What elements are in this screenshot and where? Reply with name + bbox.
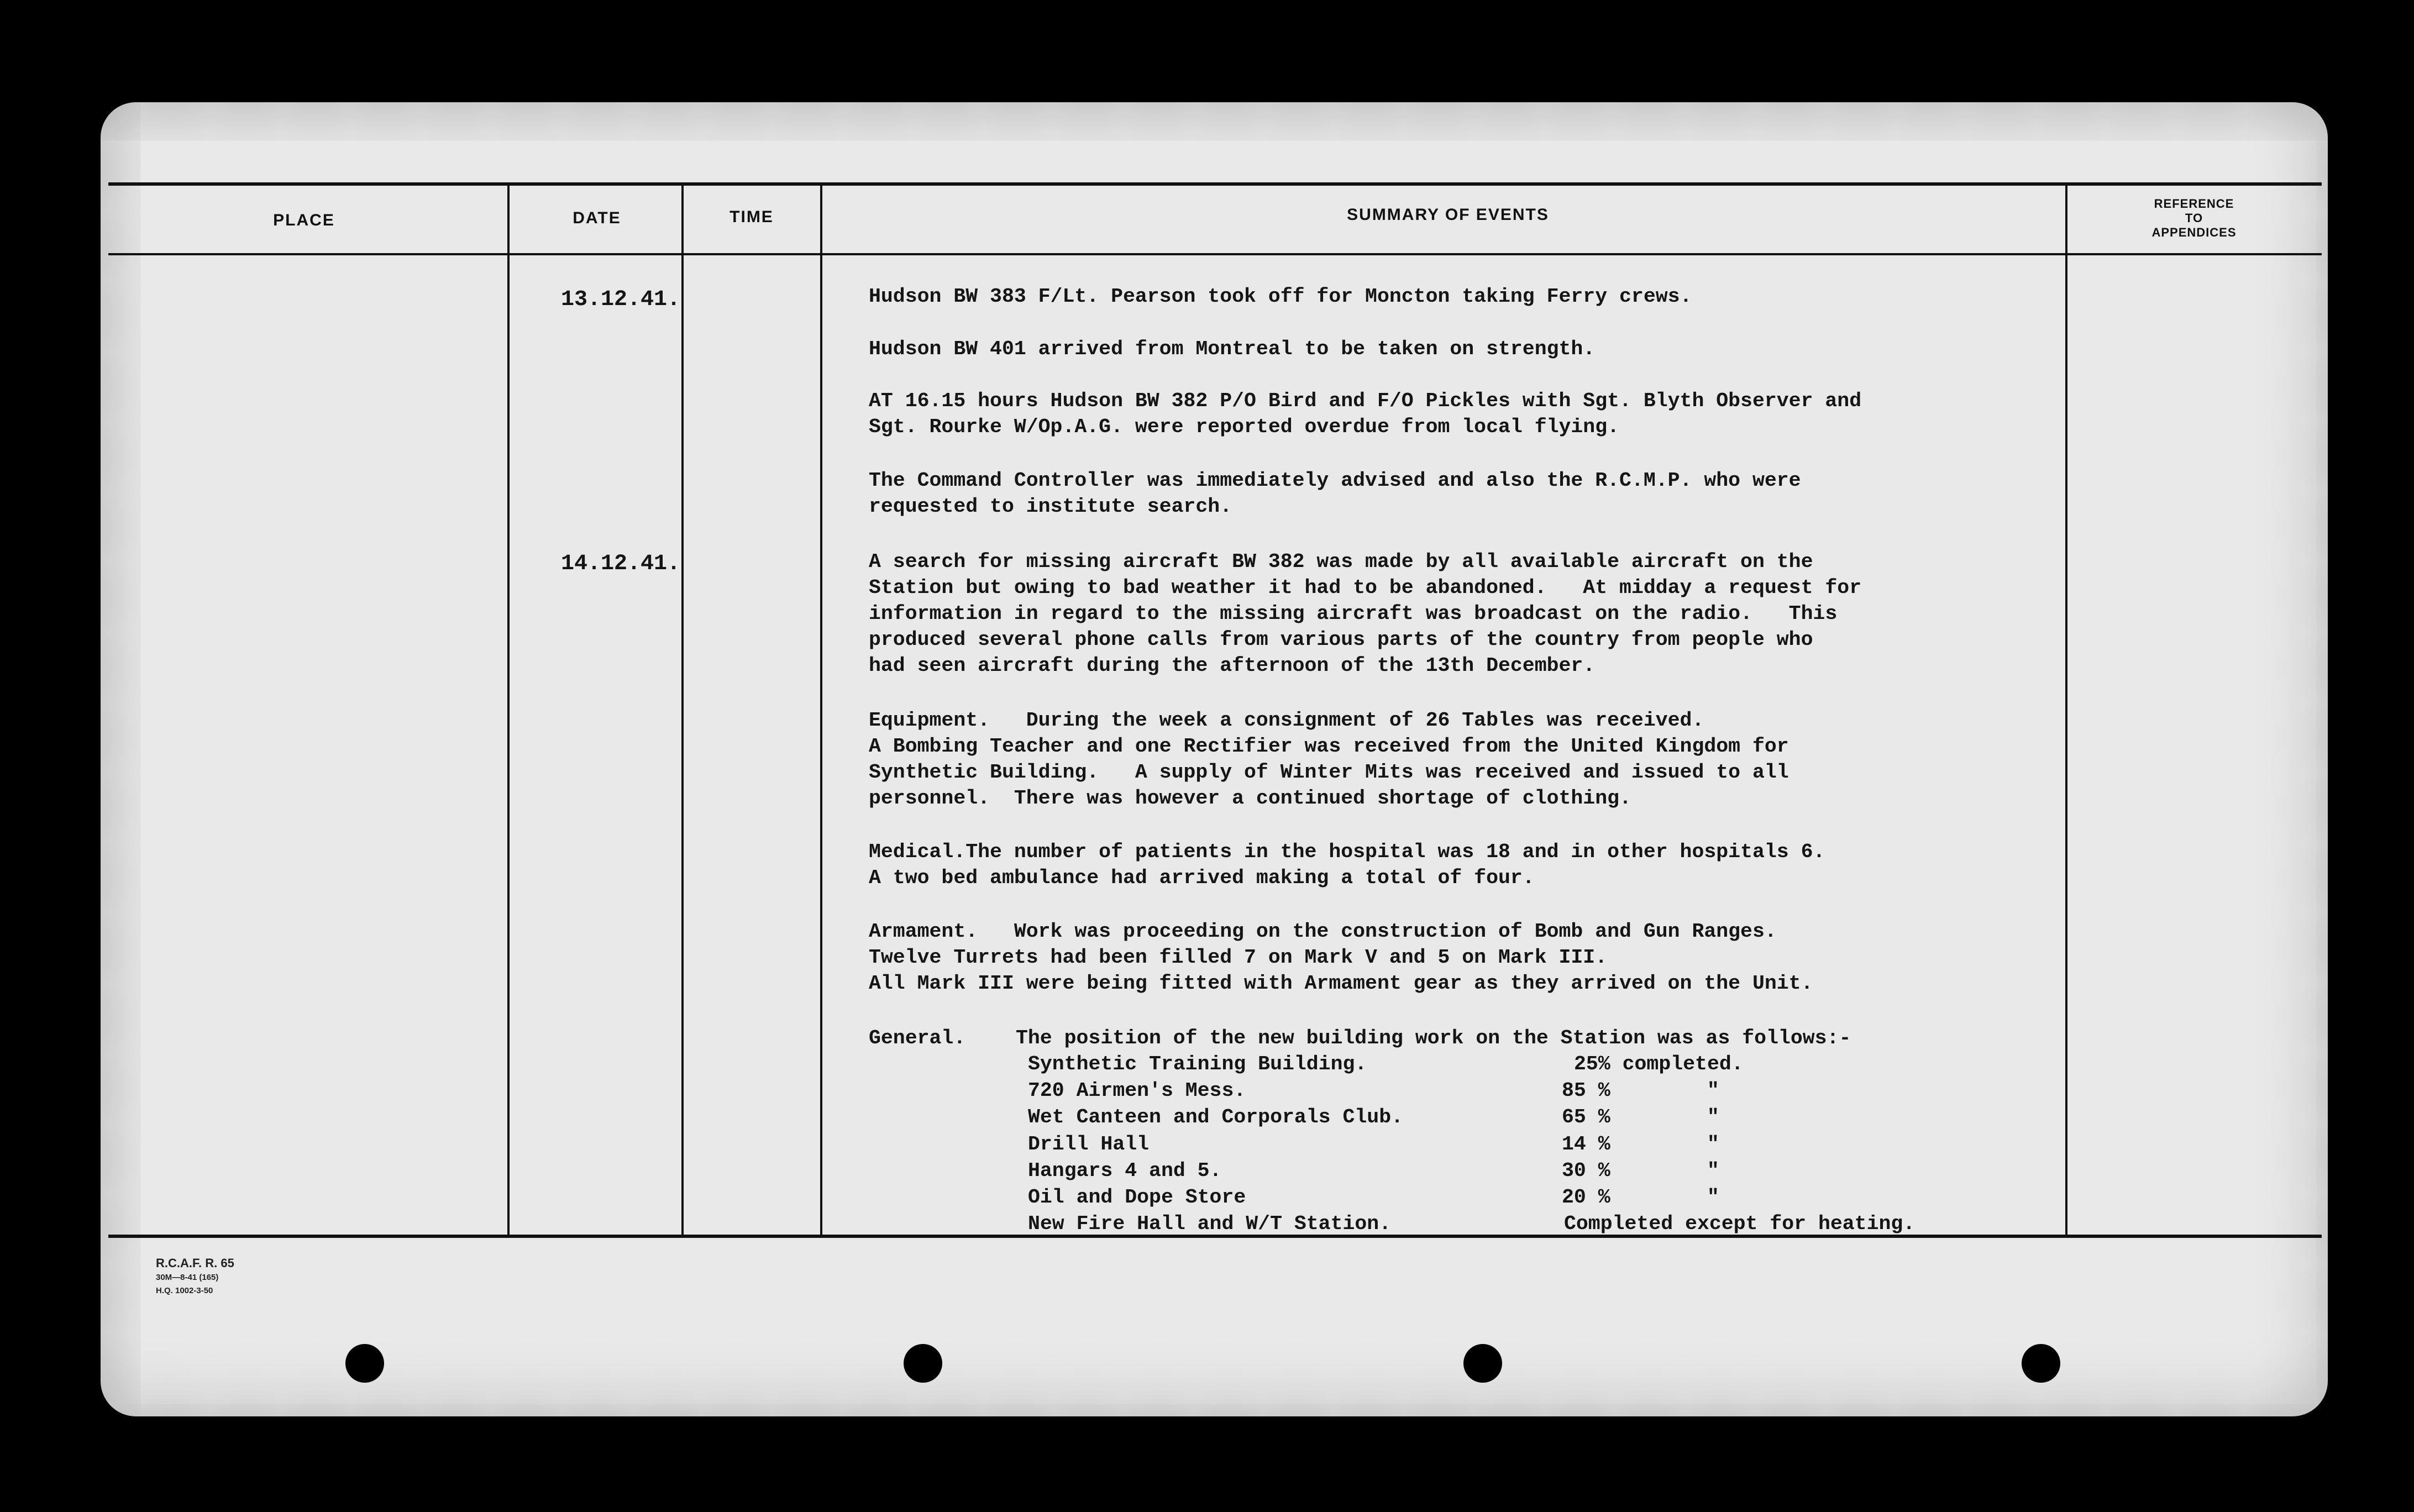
building-status: 25% completed.	[1574, 1053, 1744, 1075]
top-rule	[108, 182, 2322, 186]
col-divider-time	[820, 184, 822, 1237]
form-hq-number: H.Q. 1002-3-50	[156, 1286, 213, 1295]
header-bottom-rule	[108, 253, 2322, 255]
header-place: PLACE	[273, 211, 335, 229]
binder-hole	[345, 1344, 384, 1383]
building-status: 85 % "	[1562, 1079, 1719, 1102]
header-date: DATE	[573, 209, 621, 227]
summary-paragraph-search: A search for missing aircraft BW 382 was made by all available aircraft on the Station but owing to bad weather it had to be abandoned. At midday a request for information in regard to the missing aircraft was broadcast on the radio. This produced several phone calls from various parts of the country from people who had seen aircraft during the afternoon of the 13th December.	[869, 550, 1862, 677]
header-summary: SUMMARY OF EVENTS	[1347, 206, 1549, 224]
header-reference-line2: TO	[2185, 211, 2203, 225]
summary-paragraph-armament: Armament. Work was proceeding on the construction of Bomb and Gun Ranges. Twelve Turrets had been filled 7 on Mark V and 5 on Mark III. All Mark III were being fitted with Armament gear as they arrived on the Unit.	[869, 920, 1813, 995]
binder-hole	[1463, 1344, 1502, 1383]
building-status: 30 % "	[1562, 1159, 1719, 1182]
building-status: 14 % "	[1562, 1133, 1719, 1156]
header-reference-line3: APPENDICES	[2151, 225, 2237, 239]
summary-paragraph-overdue: AT 16.15 hours Hudson BW 382 P/O Bird and F/O Pickles with Sgt. Blyth Observer and Sgt. Rourke W/Op.A.G. were reported overdue from local flying.	[869, 390, 1862, 438]
summary-paragraph-arrival: Hudson BW 401 arrived from Montreal to be taken on strength.	[869, 338, 1596, 360]
building-name: Wet Canteen and Corporals Club.	[1028, 1106, 1404, 1128]
form-print-run: 30M—8-41 (165)	[156, 1273, 219, 1282]
entry-date-2: 14.12.41.	[561, 552, 681, 576]
form-code: R.C.A.F. R. 65	[156, 1256, 234, 1270]
building-name: Hangars 4 and 5.	[1028, 1159, 1222, 1182]
building-name: Synthetic Training Building.	[1028, 1053, 1367, 1075]
building-name: Oil and Dope Store	[1028, 1186, 1246, 1209]
header-time: TIME	[730, 208, 774, 226]
general-label: General.	[869, 1027, 966, 1049]
summary-paragraph-medical: Medical.The number of patients in the hospital was 18 and in other hospitals 6. A two bed ambulance had arrived making a total of four.	[869, 841, 1825, 889]
header-reference	[2111, 197, 2277, 240]
building-name: Drill Hall	[1028, 1133, 1150, 1156]
binder-hole	[904, 1344, 942, 1383]
building-status: Completed except for heating.	[1564, 1212, 1916, 1235]
building-name: New Fire Hall and W/T Station.	[1028, 1212, 1392, 1235]
binder-hole	[2022, 1344, 2060, 1383]
building-status: 65 % "	[1562, 1106, 1719, 1128]
header-reference-line1: REFERENCE	[2154, 197, 2234, 211]
summary-paragraph-ferry: Hudson BW 383 F/Lt. Pearson took off for Moncton taking Ferry crews.	[869, 285, 1692, 308]
form-code-block	[156, 1256, 234, 1298]
summary-paragraph-controller: The Command Controller was immediately advised and also the R.C.M.P. who were requested to institute search.	[869, 469, 1801, 518]
summary-paragraph-equipment: Equipment. During the week a consignment of 26 Tables was received. A Bombing Teacher and one Rectifier was received from the United Kingdom for Synthetic Building. A supply of Winter Mits was received and issued to all personnel. There was however a continued shortage of clothing.	[869, 709, 1789, 810]
building-name: 720 Airmen's Mess.	[1028, 1079, 1246, 1102]
entry-date-1: 13.12.41.	[561, 287, 681, 312]
general-intro: The position of the new building work on the Station was as follows:-	[1016, 1027, 1851, 1049]
col-divider-date	[681, 184, 684, 1237]
building-status: 20 % "	[1562, 1186, 1719, 1209]
col-divider-place	[507, 184, 510, 1237]
